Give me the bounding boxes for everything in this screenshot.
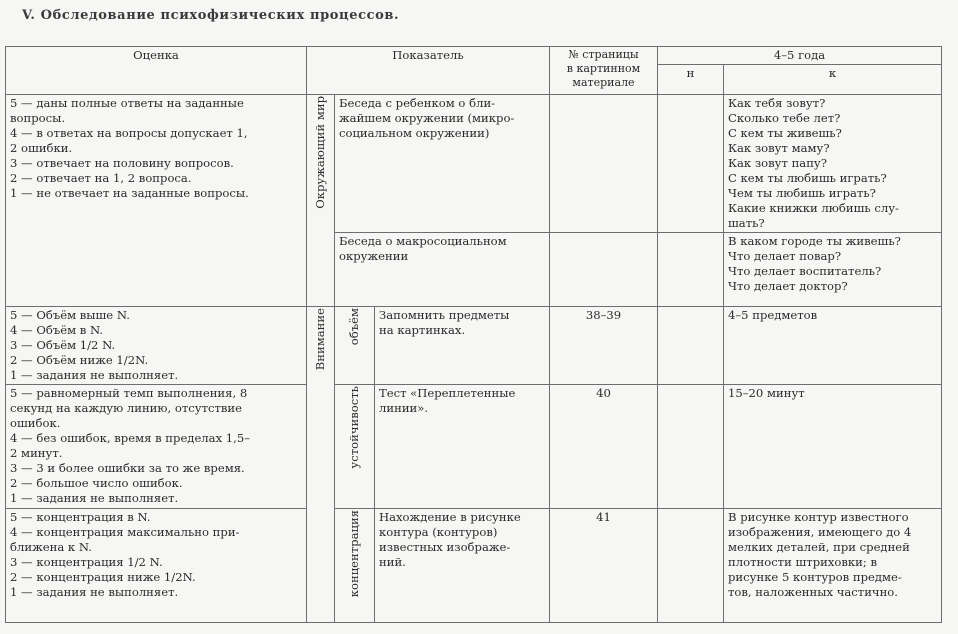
header-age: 4–5 года xyxy=(658,47,942,65)
score-line: 5 — Объём выше N. xyxy=(10,308,130,322)
mir-sub1-text-value: Беседа с ребенком о бли- жайшем окружении (микро- социальном окружении) xyxy=(339,96,515,140)
score-line: ошибок. xyxy=(10,416,61,430)
mir-sub1-text xyxy=(335,95,550,233)
score-line: 2 ошибки. xyxy=(10,141,73,155)
header-pokazatel: Показатель xyxy=(307,47,550,95)
section-heading: V. Обследование психофизических процессов. xyxy=(22,8,400,23)
score-line: 3 — концентрация 1/2 N. xyxy=(10,555,163,569)
question-line: Как зовут маму? xyxy=(728,141,830,155)
score-line: 3 — 3 и более ошибки за то же время. xyxy=(10,461,245,475)
mir-sub2-page xyxy=(550,233,658,307)
stability-k: 15–20 минут xyxy=(724,385,942,509)
score-line: 4 — без ошибок, время в пределах 1,5– xyxy=(10,431,251,445)
score-line: 4 — Объём в N. xyxy=(10,323,104,337)
concentration-score-cell xyxy=(6,509,307,623)
volume-n xyxy=(658,307,724,385)
criteria-line: рисунке 5 контуров предме- xyxy=(728,570,902,584)
score-line: 5 — концентрация в N. xyxy=(10,510,151,524)
concentration-page: 41 xyxy=(550,509,658,623)
mir-sub2-k xyxy=(724,233,942,307)
stability-page: 40 xyxy=(550,385,658,509)
mir-group-cell xyxy=(307,95,335,307)
stability-score-cell xyxy=(6,385,307,509)
mir-sub1-k xyxy=(724,95,942,233)
attention-group-cell xyxy=(307,307,335,623)
question-line: Какие книжки любишь слу- xyxy=(728,201,899,215)
volume-page: 38–39 xyxy=(550,307,658,385)
header-k: к xyxy=(724,65,942,95)
question-line: Как зовут папу? xyxy=(728,156,827,170)
score-line: 3 — отвечает на половину вопросов. xyxy=(10,156,234,170)
score-line: секунд на каждую линию, отсутствие xyxy=(10,401,243,415)
question-line: Что делает воспитатель? xyxy=(728,264,882,278)
volume-label-cell xyxy=(335,307,375,385)
mir-group-label: Окружающий мир xyxy=(313,96,327,209)
stability-test xyxy=(375,385,550,509)
concentration-k xyxy=(724,509,942,623)
concentration-test-text: Нахождение в рисунке контура (контуров) известных изображе- ний. xyxy=(379,510,521,569)
criteria-line: В рисунке контур известного xyxy=(728,510,909,524)
question-line: Как тебя зовут? xyxy=(728,96,826,110)
concentration-test xyxy=(375,509,550,623)
stability-label-cell xyxy=(335,385,375,509)
question-line: Что делает доктор? xyxy=(728,279,848,293)
mir-sub2-n xyxy=(658,233,724,307)
score-line: 1 — не отвечает на заданные вопросы. xyxy=(10,186,249,200)
score-line: 1 — задания не выполняет. xyxy=(10,368,179,382)
volume-label: объём xyxy=(347,308,361,346)
stability-n xyxy=(658,385,724,509)
question-line: С кем ты любишь играть? xyxy=(728,171,887,185)
score-line: 5 — равномерный темп выполнения, 8 xyxy=(10,386,248,400)
mir-sub2-text xyxy=(335,233,550,307)
stability-test-text: Тест «Переплетенные линии». xyxy=(379,386,516,415)
header-ocenka: Оценка xyxy=(6,47,307,95)
score-line: ближена к N. xyxy=(10,540,92,554)
assessment-table xyxy=(5,46,942,623)
score-line: 2 — Объём ниже 1/2N. xyxy=(10,353,149,367)
score-line: 5 — даны полные ответы на заданные xyxy=(10,96,244,110)
volume-test-text: Запомнить предметы на картинках. xyxy=(379,308,510,337)
header-n: н xyxy=(658,65,724,95)
volume-score-cell xyxy=(6,307,307,385)
volume-test xyxy=(375,307,550,385)
score-line: 2 — большое число ошибок. xyxy=(10,476,183,490)
score-line: 2 — отвечает на 1, 2 вопроса. xyxy=(10,171,192,185)
score-line: 4 — концентрация максимально при- xyxy=(10,525,240,539)
criteria-line: мелких деталей, при средней xyxy=(728,540,910,554)
mir-sub1-page xyxy=(550,95,658,233)
mir-sub2-text-value: Беседа о макросоциальном окружении xyxy=(339,234,507,263)
question-line: Сколько тебе лет? xyxy=(728,111,841,125)
volume-k: 4–5 предметов xyxy=(724,307,942,385)
header-page-number-text: № страницы в картинном материале xyxy=(566,48,641,89)
criteria-line: изображения, имеющего до 4 xyxy=(728,525,912,539)
mir-score-cell xyxy=(6,95,307,307)
mir-sub1-n xyxy=(658,95,724,233)
score-line: 4 — в ответах на вопросы допускает 1, xyxy=(10,126,248,140)
criteria-line: плотности штриховки; в xyxy=(728,555,877,569)
score-line: 2 минут. xyxy=(10,446,63,460)
concentration-n xyxy=(658,509,724,623)
score-line: 1 — задания не выполняет. xyxy=(10,491,179,505)
stability-label: устойчивость xyxy=(347,386,361,469)
question-line: шать? xyxy=(728,216,765,230)
header-page-number xyxy=(550,47,658,95)
concentration-label-cell xyxy=(335,509,375,623)
attention-group-label: Внимание xyxy=(313,308,327,371)
score-line: 3 — Объём 1/2 N. xyxy=(10,338,116,352)
criteria-line: тов, наложенных частично. xyxy=(728,585,898,599)
score-line: вопросы. xyxy=(10,111,66,125)
question-line: В каком городе ты живешь? xyxy=(728,234,901,248)
score-line: 1 — задания не выполняет. xyxy=(10,585,179,599)
question-line: Чем ты любишь играть? xyxy=(728,186,876,200)
score-line: 2 — концентрация ниже 1/2N. xyxy=(10,570,196,584)
concentration-label: концентрация xyxy=(347,510,361,598)
question-line: С кем ты живешь? xyxy=(728,126,842,140)
question-line: Что делает повар? xyxy=(728,249,842,263)
